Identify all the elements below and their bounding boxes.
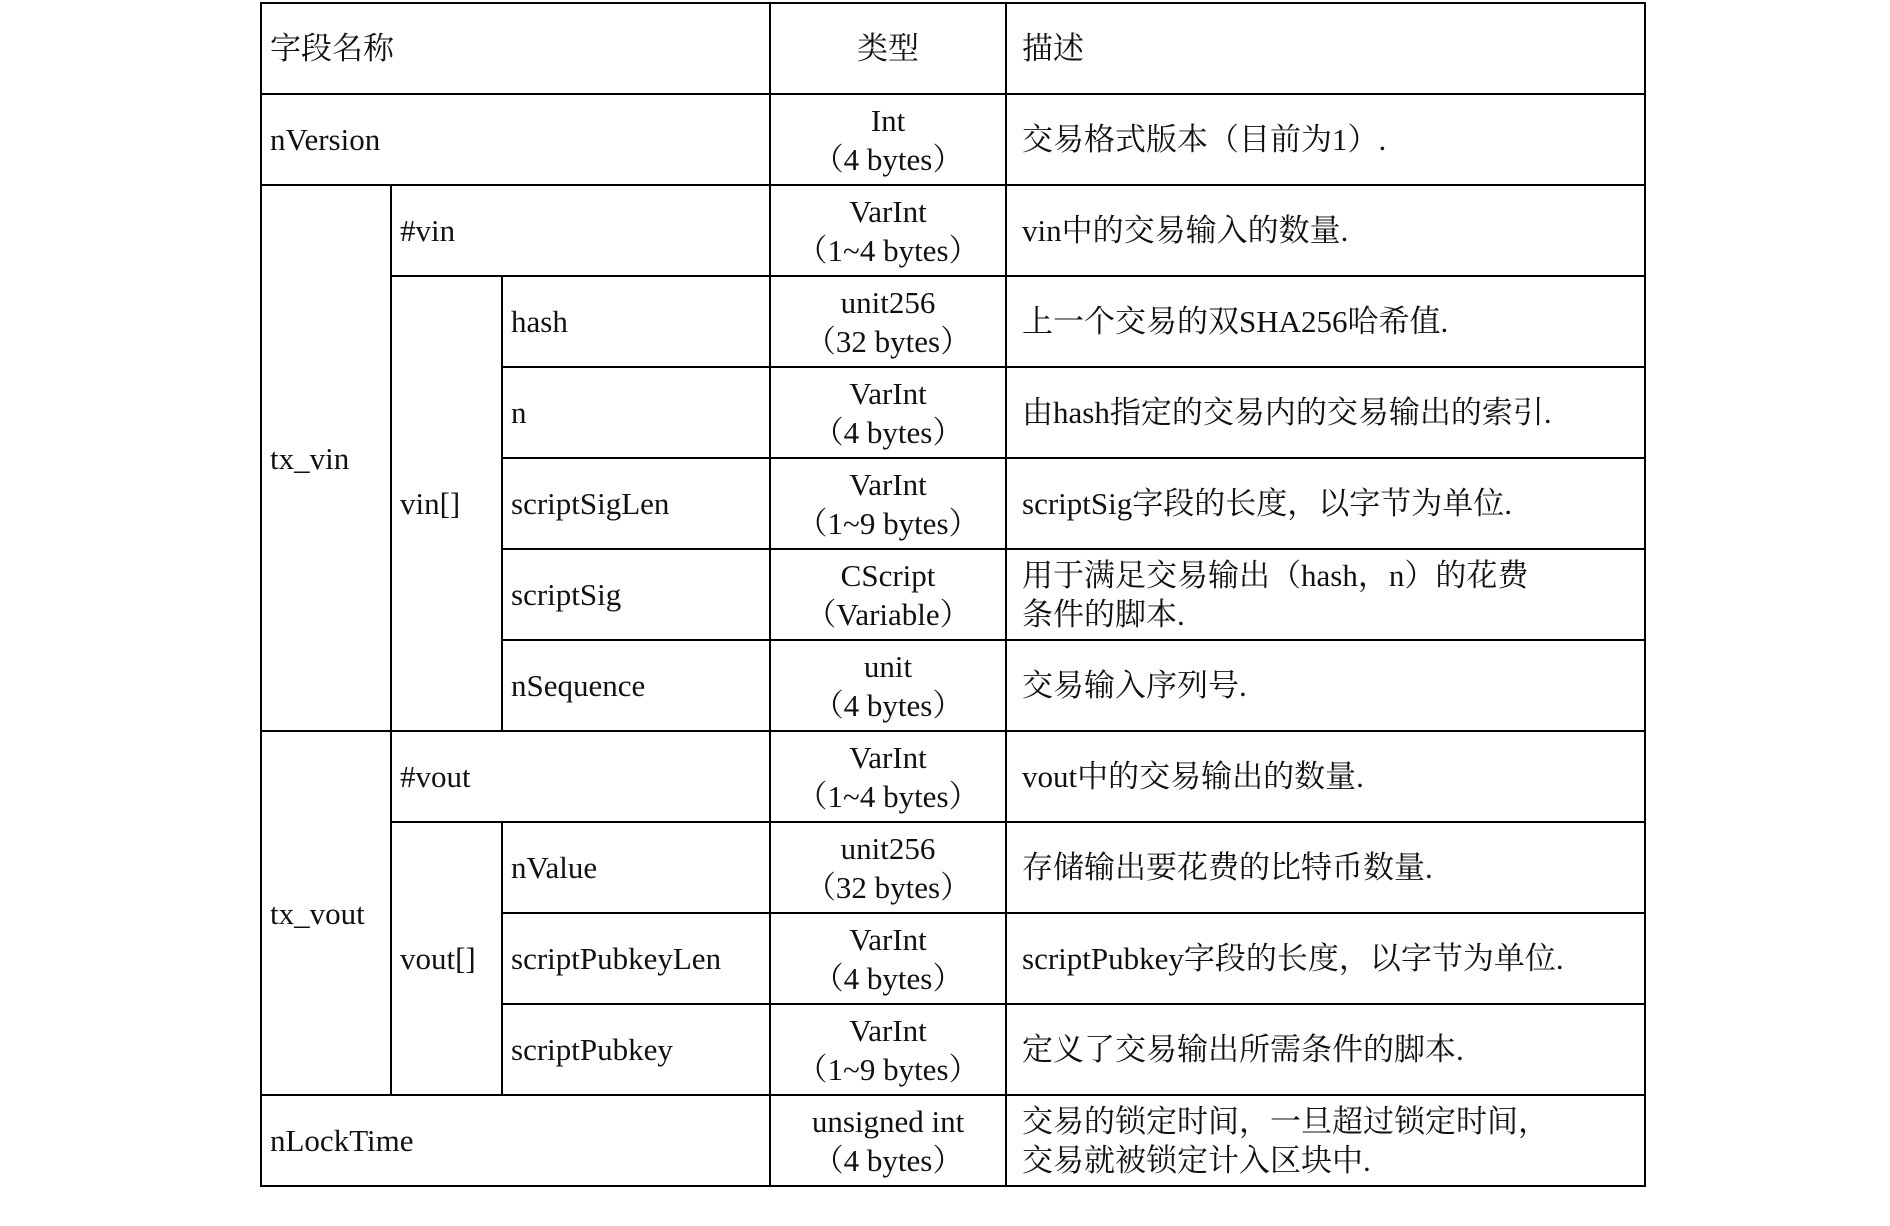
type-label: VarInt <box>849 921 927 957</box>
type-cell <box>770 913 1006 1004</box>
field-name-cell: #vin <box>391 185 770 276</box>
field-name-cell: #vout <box>391 731 770 822</box>
description-cell: vin中的交易输入的数量. <box>1006 185 1645 276</box>
table-row <box>261 1095 1645 1186</box>
description-cell: scriptSig字段的长度，以字节为单位. <box>1006 458 1645 549</box>
field-name-cell: scriptPubkey <box>502 1004 770 1095</box>
field-name-cell: nSequence <box>502 640 770 731</box>
field-name-cell: n <box>502 367 770 458</box>
type-label: unit <box>863 648 913 684</box>
type-size: （32 bytes） <box>804 323 972 359</box>
type-label: VarInt <box>849 466 927 502</box>
table-row <box>261 731 1645 822</box>
table-row <box>261 276 1645 367</box>
type-size: （4 bytes） <box>812 141 964 177</box>
type-size: （4 bytes） <box>812 1142 964 1178</box>
header-description: 描述 <box>1006 3 1645 94</box>
type-cell <box>770 1095 1006 1186</box>
type-label: VarInt <box>849 1012 927 1048</box>
description-cell <box>1006 1095 1645 1186</box>
description-line: 交易就被锁定计入区块中. <box>1022 1142 1371 1178</box>
type-label: VarInt <box>849 375 927 411</box>
type-size: （Variable） <box>805 596 971 632</box>
field-name-cell: scriptPubkeyLen <box>502 913 770 1004</box>
type-cell <box>770 549 1006 640</box>
description-cell: 由hash指定的交易内的交易输出的索引. <box>1006 367 1645 458</box>
description-cell: scriptPubkey字段的长度，以字节为单位. <box>1006 913 1645 1004</box>
type-label: Int <box>870 102 906 138</box>
type-size: （1~9 bytes） <box>796 505 980 541</box>
type-cell <box>770 731 1006 822</box>
header-type: 类型 <box>770 3 1006 94</box>
type-cell <box>770 458 1006 549</box>
type-label: unit256 <box>840 830 936 866</box>
field-name-cell: scriptSigLen <box>502 458 770 549</box>
type-size: （4 bytes） <box>812 687 964 723</box>
type-cell <box>770 367 1006 458</box>
description-cell: 存储输出要花费的比特币数量. <box>1006 822 1645 913</box>
type-cell <box>770 94 1006 185</box>
type-size: （32 bytes） <box>804 869 972 905</box>
type-label: unit256 <box>840 284 936 320</box>
type-size: （1~9 bytes） <box>796 1051 980 1087</box>
field-name-cell: hash <box>502 276 770 367</box>
transaction-structure-table <box>260 2 1646 1187</box>
description-cell: 上一个交易的双SHA256哈希值. <box>1006 276 1645 367</box>
type-cell <box>770 640 1006 731</box>
description-cell: vout中的交易输出的数量. <box>1006 731 1645 822</box>
field-name-cell: nVersion <box>261 94 770 185</box>
table-row <box>261 822 1645 913</box>
type-label: CScript <box>840 557 936 593</box>
type-label: VarInt <box>849 193 927 229</box>
header-field-name: 字段名称 <box>261 3 770 94</box>
type-size: （4 bytes） <box>812 960 964 996</box>
description-line: 条件的脚本. <box>1022 596 1185 632</box>
field-name-cell: nLockTime <box>261 1095 770 1186</box>
type-size: （4 bytes） <box>812 414 964 450</box>
type-size: （1~4 bytes） <box>796 232 980 268</box>
description-cell: 交易输入序列号. <box>1006 640 1645 731</box>
type-cell <box>770 276 1006 367</box>
table-header-row <box>261 3 1645 94</box>
description-cell: 交易格式版本（目前为1）. <box>1006 94 1645 185</box>
description-cell: 定义了交易输出所需条件的脚本. <box>1006 1004 1645 1095</box>
field-name-cell: nValue <box>502 822 770 913</box>
type-size: （1~4 bytes） <box>796 778 980 814</box>
type-cell <box>770 822 1006 913</box>
group-vin-array: vin[] <box>391 276 502 731</box>
type-cell <box>770 1004 1006 1095</box>
description-line: 用于满足交易输出（hash，n）的花费 <box>1022 557 1529 593</box>
type-label: unsigned int <box>811 1103 965 1139</box>
description-cell <box>1006 549 1645 640</box>
group-vout-array: vout[] <box>391 822 502 1095</box>
group-tx-vout: tx_vout <box>261 731 391 1095</box>
table-row <box>261 185 1645 276</box>
description-line: 交易的锁定时间，一旦超过锁定时间， <box>1022 1103 1550 1139</box>
field-name-cell: scriptSig <box>502 549 770 640</box>
group-tx-vin: tx_vin <box>261 185 391 731</box>
table-row <box>261 94 1645 185</box>
type-label: VarInt <box>849 739 927 775</box>
type-cell <box>770 185 1006 276</box>
